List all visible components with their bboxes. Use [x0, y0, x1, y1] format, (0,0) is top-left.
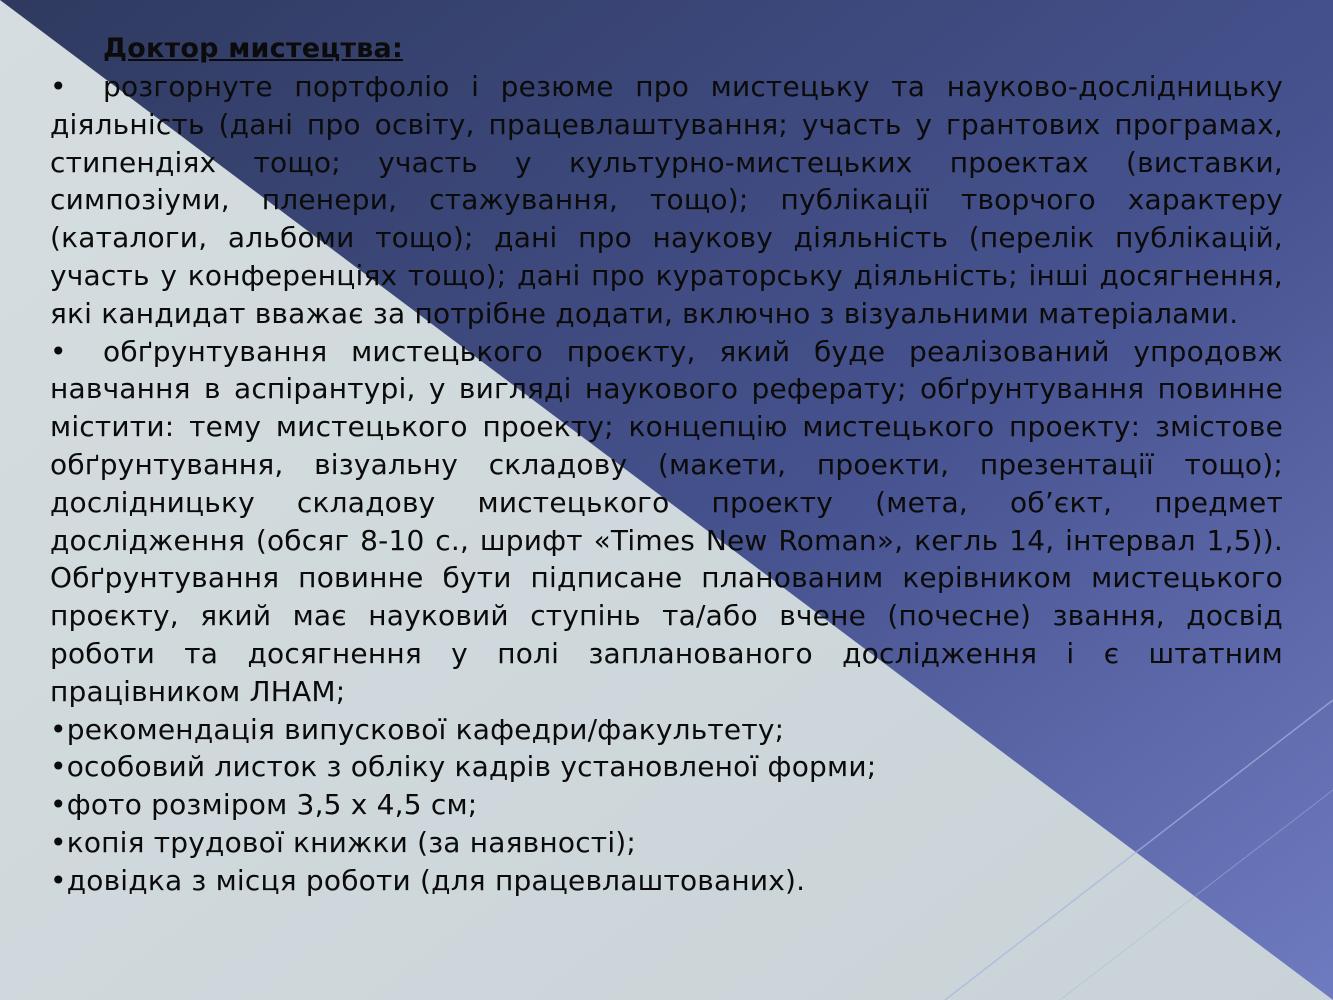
list-item: •копія трудової книжки (за наявності); — [50, 825, 637, 859]
list-item: •рекомендація випускової кафедри/факультету; — [50, 712, 785, 746]
list-item — [50, 68, 1283, 333]
bullet: • — [50, 70, 67, 103]
slide-content — [50, 30, 1283, 900]
item-text: розгорнуте портфоліо і резюме про мистецьку та науково-дослідницьку діяльність (дані про освіту, працевлаштування; участь у грантових програмах, стипендіях тощо; участь у культурно-мистецьких проектах (виставки, симпозіуми, пленери, стажування, тощо); публікації творчого характеру (каталоги, альбоми тощо); дані про наукову діяльність (перелік публікацій, участь у конференціях тощо); дані про кураторську діяльність; інші досягнення, які кандидат вважає за потрібне додати, включно з візуальними матеріалами. — [50, 70, 1283, 330]
list-item: •особовий листок з обліку кадрів установленої форми; — [50, 750, 877, 784]
list-item: •довідка з місця роботи (для працевлаштованих). — [50, 863, 806, 897]
item-text: обґрунтування мистецького проєкту, який буде реалізований упродовж навчання в аспірантурі, у вигляді наукового реферату; обґрунтування повинне містити: тему мистецького проекту; концепцію мистецького проекту: змістове обґрунтування, візуальну складову (макети, проекти, презентації тощо); дослідницьку складову мистецького проекту (мета, об’єкт, предмет дослідження (обсяг 8-10 с., шрифт «Times New Roman», кегль 14, інтервал 1,5)). Обґрунтування повинне бути підписане планованим керівником мистецького проєкту, який має науковий ступінь та/або вчене (почесне) звання, досвід роботи та досягнення у полі запланованого дослідження і є штатним працівником ЛНАМ; — [50, 334, 1283, 708]
list-item: •фото розміром 3,5 х 4,5 см; — [50, 788, 478, 822]
bullet: • — [50, 334, 67, 368]
slide-heading: Доктор мистецтва: — [103, 33, 403, 64]
list-item — [50, 333, 1283, 711]
